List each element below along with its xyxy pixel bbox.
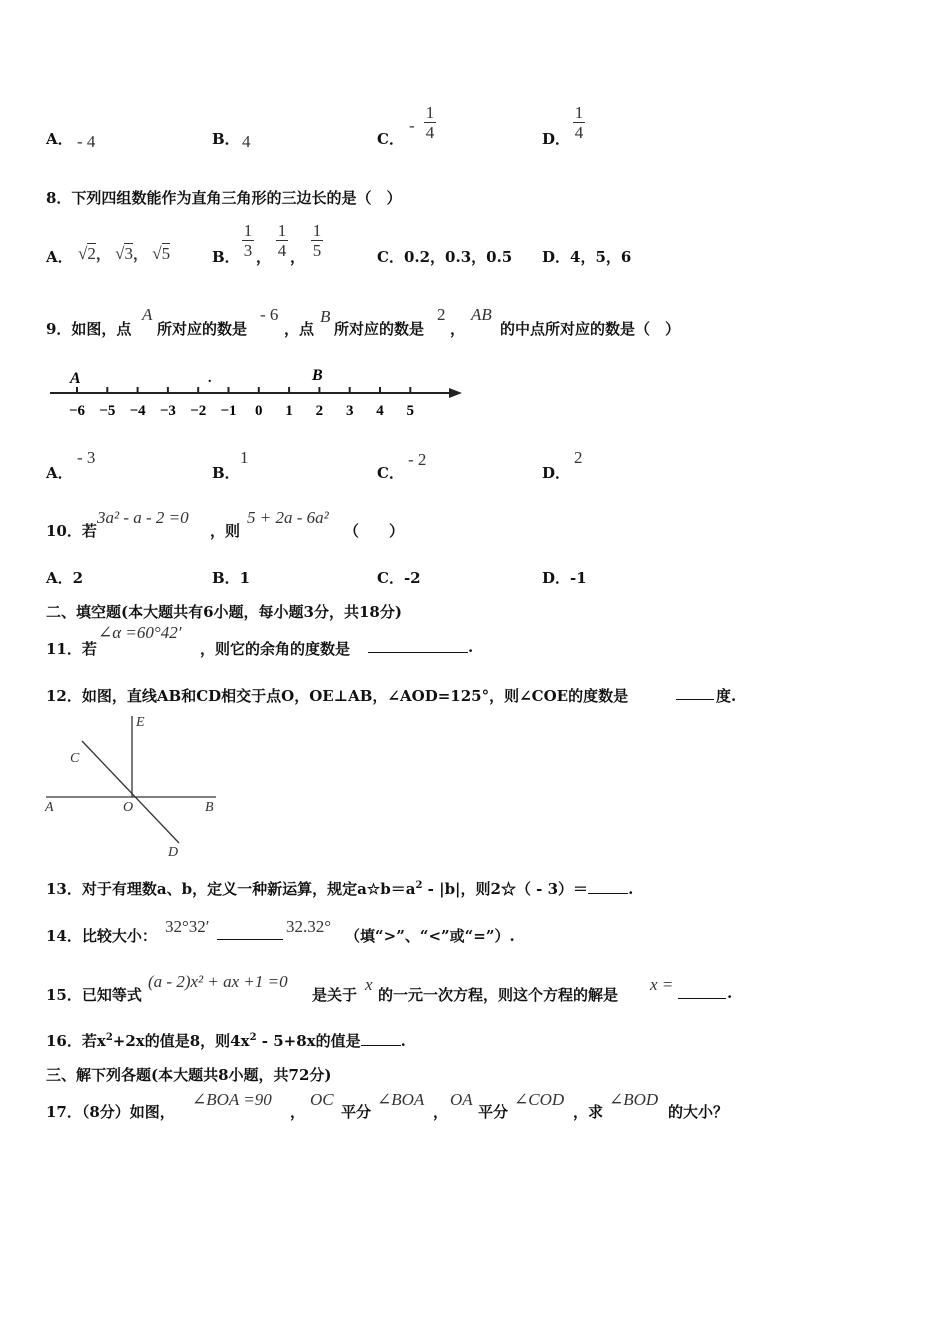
q11-angle: ∠α =60°42′ — [98, 623, 182, 642]
q12-end: 度. — [716, 687, 737, 705]
q9-stem-1: 9．如图，点 — [46, 320, 132, 338]
q9-stem-2: 所对应的数是 — [157, 320, 248, 338]
arrow-icon — [449, 388, 462, 398]
numerator: 1 — [277, 221, 287, 240]
q10-stem-1: 10．若 — [46, 522, 97, 540]
numerator: 1 — [425, 103, 435, 122]
comma: ， — [95, 247, 111, 263]
q9-stem-4: 所对应的数是 — [334, 320, 425, 338]
q14-left-value: 32°32′ — [165, 917, 210, 936]
q7-option-b-label: B． — [212, 130, 240, 148]
tick-label: 2 — [315, 403, 324, 419]
q8-option-c: C．0.2，0.3，0.5 — [377, 248, 513, 266]
tick-label: −6 — [68, 403, 86, 419]
q14-stem-2: （填“>”、“<”或“=”）. — [345, 927, 515, 945]
q10-option-d: D．-1 — [542, 569, 587, 587]
q17-stem-2: ， — [290, 1103, 306, 1121]
tick-label: 0 — [255, 403, 263, 419]
tick-label: 1 — [285, 403, 293, 419]
q7-option-c-sign: - — [409, 116, 415, 135]
q13-answer-blank[interactable] — [588, 879, 628, 894]
q9-option-a-value: - 3 — [77, 448, 96, 467]
q9-point-b: B — [320, 307, 331, 326]
q8-option-b-label: B． — [212, 248, 240, 266]
q16-sup-2: 2 — [249, 1032, 257, 1043]
q7-option-a-label: A． — [46, 130, 73, 148]
q17-stem-7: 的大小？ — [668, 1103, 729, 1121]
denominator: 4 — [425, 123, 435, 142]
q15-end: . — [727, 984, 733, 1002]
q14-right-value: 32.32° — [286, 917, 332, 936]
q10-equation: 3a² - a - 2 =0 — [97, 508, 189, 527]
comma: ， — [290, 248, 306, 266]
q16-answer-blank[interactable] — [361, 1031, 401, 1046]
q8-option-b-frac-2 — [276, 221, 288, 260]
q7-option-b-value: 4 — [242, 132, 251, 151]
q11-answer-blank[interactable] — [368, 638, 468, 657]
q10-stem-3: （ ） — [344, 522, 405, 540]
tick-label: −5 — [99, 403, 116, 419]
q8-option-a-roots — [78, 243, 170, 264]
denominator: 3 — [243, 241, 253, 260]
q9-option-a-label: A． — [46, 464, 73, 482]
q16-sup-1: 2 — [105, 1032, 113, 1043]
q16-text-1: 16．若x — [46, 1032, 106, 1050]
label-a: A — [45, 800, 54, 815]
numerator: 1 — [574, 103, 584, 122]
q17-angle-boa-2: ∠BOA — [377, 1090, 425, 1109]
tick-label: −1 — [220, 403, 237, 419]
q8-option-b-frac-3 — [311, 221, 323, 260]
q15-stem-3: 的一元一次方程，则这个方程的解是 — [378, 986, 619, 1004]
label-e: E — [136, 715, 145, 730]
radicand: 3 — [124, 244, 133, 263]
q15-stem-1: 15．已知等式 — [46, 986, 142, 1004]
q17-stem-3: 平分 — [341, 1103, 372, 1121]
comma: ， — [132, 247, 148, 263]
label-a: A — [70, 370, 81, 387]
section-2-title: 二、填空题(本大题共有6小题，每小题3分，共18分) — [46, 603, 402, 621]
q15-x-equals: x = — [650, 975, 674, 994]
q11-end: . — [468, 638, 474, 656]
numerator: 1 — [243, 221, 253, 240]
q10-option-c: C．-2 — [377, 569, 421, 587]
q9-segment-ab: AB — [471, 305, 492, 324]
q10-option-a: A．2 — [46, 569, 84, 587]
section-3-title: 三、解下列各题(本大题共8小题，共72分) — [46, 1066, 332, 1084]
q17-angle-boa: ∠BOA =90 — [192, 1090, 272, 1109]
q7-option-a-value: - 4 — [77, 132, 96, 151]
q13-stem — [46, 878, 633, 899]
q9-option-c-value: - 2 — [408, 450, 427, 469]
radicand: 5 — [161, 244, 171, 263]
q16-text-3: - 5+8x的值是 — [256, 1032, 361, 1050]
label-o: O — [123, 800, 134, 815]
q7-option-d-fraction — [573, 103, 585, 142]
q17-angle-cod: ∠COD — [514, 1090, 565, 1109]
q9-option-d-label: D． — [542, 464, 571, 482]
line-cd — [82, 741, 179, 843]
q8-option-d: D．4，5，6 — [542, 248, 632, 266]
q9-point-a: A — [142, 305, 153, 324]
q16-text-2: +2x的值是8，则4x — [112, 1032, 250, 1050]
q9-option-d-value: 2 — [574, 448, 583, 467]
tick-label: 3 — [345, 403, 354, 419]
numerator: 1 — [312, 221, 322, 240]
label-c: C — [70, 751, 80, 766]
q13-end: . — [628, 880, 634, 898]
q17-stem-4: ， — [433, 1103, 449, 1121]
q17-stem-5: 平分 — [478, 1103, 509, 1121]
q15-stem-2: 是关于 — [312, 986, 358, 1004]
tick-label: −2 — [190, 403, 207, 419]
q8-option-a-label: A． — [46, 248, 73, 266]
sqrt-icon: √ — [152, 244, 162, 263]
q12-stem: 12．如图，直线AB和CD相交于点O，OE⊥AB，∠AOD=125°，则∠COE的度数是 — [46, 687, 629, 705]
q17-stem-6: ，求 — [573, 1103, 604, 1121]
denominator: 4 — [277, 241, 287, 260]
label-d: D — [168, 845, 179, 860]
q13-text-2: - |b|，则2☆（ - 3）＝ — [422, 880, 589, 898]
q14-answer-blank[interactable] — [217, 925, 283, 944]
denominator: 4 — [574, 123, 584, 142]
q17-ray-oa: OA — [450, 1090, 473, 1109]
q9-stem-6: 的中点所对应的数是（ ） — [500, 320, 681, 338]
q8-stem: 8．下列四组数能作为直角三角形的三边长的是（ ） — [46, 189, 402, 207]
q7-option-d-label: D． — [542, 130, 571, 148]
q8-option-b-frac-1 — [242, 221, 254, 260]
q16-stem — [46, 1030, 406, 1051]
q9-number-line-figure — [44, 360, 464, 422]
q15-equation: (a - 2)x² + ax +1 =0 — [148, 972, 288, 991]
label-b: B — [205, 800, 214, 815]
q10-expression: 5 + 2a - 6a² — [247, 508, 329, 527]
q17-ray-oc: OC — [310, 1090, 334, 1109]
label-dot: . — [208, 371, 212, 386]
q12-answer-blank[interactable] — [676, 685, 714, 704]
q11-stem-1: 11．若 — [46, 640, 97, 658]
tick-label: 5 — [406, 403, 415, 419]
q10-stem-2: ，则 — [210, 522, 241, 540]
q16-end: . — [400, 1032, 406, 1050]
q9-value-b: 2 — [437, 305, 446, 324]
q13-superscript: 2 — [415, 880, 423, 891]
q14-stem-1: 14．比较大小： — [46, 927, 157, 945]
label-b: B — [312, 367, 323, 384]
tick-label: −3 — [159, 403, 176, 419]
q17-angle-bod: ∠BOD — [609, 1090, 659, 1109]
number-line-ticks — [69, 387, 414, 419]
q17-stem-1: 17．（8分）如图， — [46, 1103, 175, 1121]
q9-stem-5: ， — [450, 320, 466, 338]
q13-text-1: 13．对于有理数a、b，定义一种新运算，规定a☆b＝a — [46, 880, 416, 898]
q11-stem-2: ，则它的余角的度数是 — [200, 640, 351, 658]
q9-value-a: - 6 — [260, 305, 279, 324]
q9-option-b-label: B． — [212, 464, 240, 482]
q7-option-c-label: C． — [377, 130, 404, 148]
tick-label: −4 — [129, 403, 146, 419]
q10-option-b: B．1 — [212, 569, 251, 587]
radicand: 2 — [87, 244, 96, 263]
q15-variable-x: x — [365, 975, 373, 994]
denominator: 5 — [312, 241, 322, 260]
q7-option-c-fraction — [424, 103, 436, 142]
q15-answer-blank[interactable] — [678, 984, 726, 1003]
q9-option-b-value: 1 — [240, 448, 249, 467]
sqrt-icon: √ — [115, 244, 125, 263]
q9-option-c-label: C． — [377, 464, 404, 482]
comma: ， — [256, 248, 272, 266]
sqrt-icon: √ — [78, 244, 88, 263]
q9-stem-3: ，点 — [284, 320, 315, 338]
tick-label: 4 — [376, 403, 384, 419]
q12-intersecting-lines-figure — [40, 708, 230, 863]
